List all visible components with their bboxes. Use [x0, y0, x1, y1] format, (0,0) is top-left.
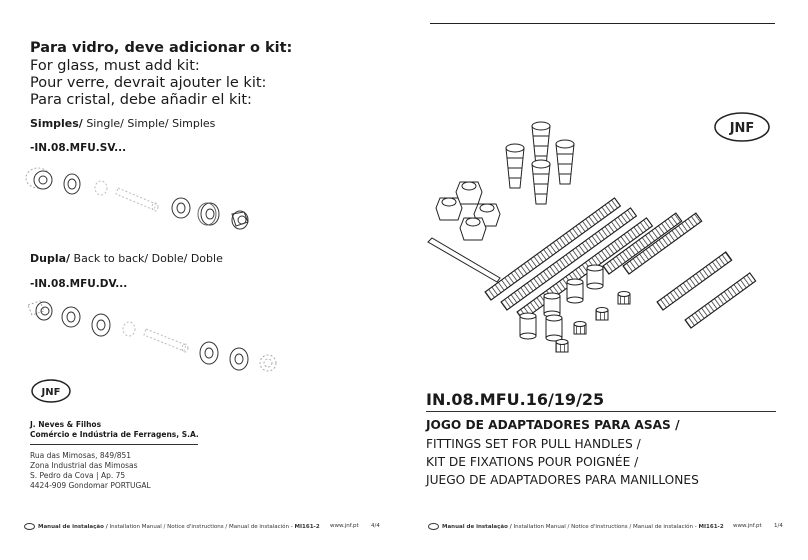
- double-cap-2: [260, 355, 276, 371]
- double-washer-2: [92, 314, 110, 336]
- double-washer-1: [62, 307, 80, 327]
- title-fr: KIT DE FIXATIONS POUR POIGNÉE /: [426, 455, 639, 469]
- sleeve-5: [546, 315, 562, 341]
- company-block: [30, 420, 199, 440]
- double-bolt: [144, 329, 188, 352]
- jnf-logo: [30, 378, 72, 404]
- right-footer-manual: Manual de instalação / Installation Manual / Notice d'instructions / Manual de instalación - MI161-2: [428, 523, 724, 530]
- right-footer-page: 1/4: [774, 523, 783, 529]
- single-washer-3: [172, 198, 190, 218]
- single-label: Simples/ Single/ Simple/ Simples: [30, 117, 216, 130]
- svg-text:JNF: JNF: [41, 387, 61, 398]
- expander-3: [556, 140, 574, 184]
- double-kit-illustration: [0, 293, 404, 373]
- company-name: J. Neves & Filhos: [30, 420, 102, 429]
- left-footer-url[interactable]: www.jnf.pt: [330, 523, 359, 529]
- allen-key: [428, 238, 500, 282]
- expander-1: [506, 144, 524, 188]
- address-line-2: Zona Industrial das Mimosas: [30, 461, 138, 470]
- single-bush: [95, 181, 107, 195]
- nut-4: [460, 218, 486, 240]
- single-washer-4: [198, 203, 219, 225]
- company-divider: [30, 444, 198, 445]
- double-cap-1: [28, 301, 52, 320]
- single-washer-1: [26, 168, 52, 189]
- kit-heading-en: For glass, must add kit:: [30, 58, 200, 74]
- double-washer-4: [230, 348, 248, 370]
- double-washer-3: [200, 342, 218, 364]
- sleeve-1: [587, 265, 603, 289]
- double-label: Dupla/ Back to back/ Doble/ Doble: [30, 252, 223, 265]
- set-screw-2: [596, 308, 608, 321]
- address-line-3: S. Pedro da Cova | Ap. 75: [30, 471, 126, 480]
- nut-1: [456, 182, 482, 204]
- kit-heading-es: Para cristal, debe añadir el kit:: [30, 92, 252, 108]
- set-screw-3: [574, 322, 586, 335]
- sleeve-3: [544, 293, 560, 317]
- left-footer-manual: Manual de instalação / Installation Manual / Notice d'instructions / Manual de instalación - MI161-2: [24, 523, 320, 530]
- double-bush: [123, 322, 135, 336]
- single-kit-illustration: [0, 160, 404, 235]
- title-pt: JOGO DE ADAPTADORES PARA ASAS /: [426, 418, 680, 432]
- single-cap: [232, 211, 248, 229]
- left-footer-page: 4/4: [371, 523, 380, 529]
- sleeve-2: [567, 279, 583, 303]
- double-code: -IN.08.MFU.DV...: [30, 278, 128, 290]
- set-screw-1: [618, 292, 630, 305]
- single-bolt: [116, 188, 158, 211]
- set-screw-4: [556, 340, 568, 353]
- footer-logo-icon: [24, 523, 35, 530]
- company-full-name: Comércio e Indústria de Ferragens, S.A.: [30, 430, 199, 439]
- single-washer-2: [64, 174, 80, 194]
- title-es: JUEGO DE ADAPTADORES PARA MANILLONES: [426, 473, 699, 487]
- expander-4: [532, 160, 550, 204]
- svg-text:JNF: JNF: [729, 121, 755, 136]
- kit-heading: Para vidro, deve adicionar o kit:: [30, 40, 293, 56]
- address-line-4: 4424-909 Gondomar PORTUGAL: [30, 481, 151, 490]
- kit-heading-fr: Pour verre, devrait ajouter le kit:: [30, 75, 267, 91]
- expander-2: [532, 122, 550, 166]
- product-code: IN.08.MFU.16/19/25: [426, 390, 605, 409]
- product-illustration: [420, 110, 780, 360]
- single-code: -IN.08.MFU.SV...: [30, 142, 127, 154]
- nut-2: [436, 198, 462, 220]
- right-footer-url[interactable]: www.jnf.pt: [733, 523, 762, 529]
- sleeve-4: [520, 313, 536, 339]
- title-en: FITTINGS SET FOR PULL HANDLES /: [426, 437, 641, 451]
- address-line-1: Rua das Mimosas, 849/851: [30, 451, 132, 460]
- top-divider: [430, 23, 775, 24]
- product-divider: [426, 411, 776, 412]
- footer-logo-icon-right: [428, 523, 439, 530]
